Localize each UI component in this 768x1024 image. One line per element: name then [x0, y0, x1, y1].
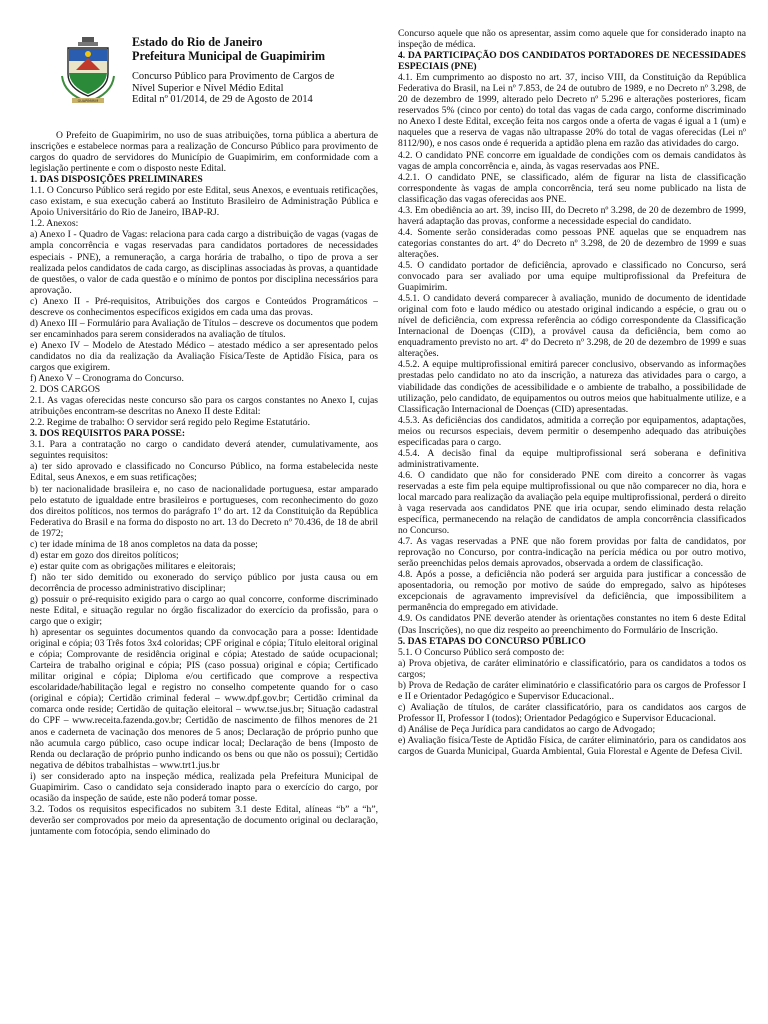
section-1-heading: 1. DAS DISPOSIÇÕES PRELIMINARES — [30, 174, 203, 186]
paragraph-3-1-e: e) estar quite com as obrigações militares e eleitorais; — [30, 560, 236, 572]
paragraph-1-2-e: e) Anexo IV – Modelo de Atestado Médico – atestado médico a ser apresentado pelos candidatos no dia da realização da Avaliação Física/Teste de Aptidão Física, para os cargos que exigirem. — [30, 339, 378, 373]
left-body — [30, 130, 378, 837]
paragraph-1-2-c: c) Anexo II - Pré-requisitos, Atribuições dos cargos e Conteúdos Programáticos – descreve os conhecimentos específicos exigidos em cada uma das provas. — [30, 295, 378, 318]
paragraph-5-1: 5.1. O Concurso Público será composto de: — [398, 646, 565, 658]
paragraph-5-1-d: d) Análise de Peça Jurídica para candidatos ao cargo de Advogado; — [398, 723, 656, 735]
paragraph-1-2-d: d) Anexo III – Formulário para Avaliação de Títulos – descreve os documentos que podem ser encaminhados para serem considerados na avaliação de títulos. — [30, 317, 378, 340]
section-2-heading: 2. DOS CARGOS — [30, 384, 101, 396]
municipal-crest-icon — [60, 36, 116, 106]
left-column — [30, 32, 378, 837]
paragraph-4-8: 4.8. Após a posse, a deficiência não poderá ser arguida para justificar a concessão de aposentadoria, ou remoção por motivo de saúde do empregado, salvo as hipóteses excepcionais de agravamento imprevisível da deficiência, que impossibilitem a permanência do empregado em atividade. — [398, 569, 746, 614]
right-column — [398, 28, 746, 757]
crest-scroll-text: GUAPIMIRIM — [77, 99, 99, 103]
paragraph-1-2-a: a) Anexo I - Quadro de Vagas: relaciona para cada cargo a distribuição de vagas (vagas de ampla concorrência e vagas reservadas para candidatos portadores de necessidades especiais - PNE), a remuneração, a carga horária de trabalho, o tipo de prova a ser realizada pelos candidatos de cada cargo, as disciplinas associadas às provas, a quantidade de questões, o valor de cada questão e o mínimo de pontos por disciplina necessários para aprovação. — [30, 229, 378, 296]
paragraph-3-1-h: h) apresentar os seguintes documentos quando da convocação para a posse: Identidade original e cópia; 03 Três fotos 3x4 coloridas; CPF original e cópia; Título eleitoral original e cópia; Comprovante de residência original e cópia; Atestado de saúde ocupacional; Carteira de trabalho original e cópia; PIS (caso possua) original e cópia; Certificado militar original e cópia; Diploma e/ou certificado que comprove a respectiva escolaridade/habilitação legal e registro no conselho competente quando for o caso (original e cópia); Certidão criminal federal – www.dpf.gov.br; Certidão criminal da comarca onde reside; Certidão de quitação eleitoral – www.tse.jus.br; Situação cadastral do CPF – www.receita.fazenda.gov.br; Certidão de nascimento de filhos menores de 21 anos e caderneta de vacinação dos menores de 5 anos; Declaração de próprio punho que não acumula cargo público, caso ocupe indicar local; Declaração de bens (Imposto de Renda ou declaração de próprio punho indicando os bens ou que não os possui); Certidão negativa de débitos trabalhistas – www.trt1.jus.br — [30, 627, 378, 771]
contest-line-2: Nível Superior e Nível Médio Edital — [132, 82, 284, 94]
paragraph-5-1-c: c) Avaliação de títulos, de caráter classificatório, para os candidatos aos cargos de Professor II, Professor I (todos); Orientador Pedagógico e Supervisor Educacional. — [398, 701, 746, 724]
document-header — [30, 32, 378, 124]
paragraph-4-2: 4.2. O candidato PNE concorre em igualdade de condições com os demais candidatos às vagas de ampla concorrência e, ainda, às vagas reservadas aos PNE. — [398, 149, 746, 172]
paragraph-4-3: 4.3. Em obediência ao art. 39, inciso III, do Decreto nº 3.298, de 20 de dezembro de 1999, haverá adaptação das provas, conforme a necessidade especial do candidato. — [398, 204, 746, 227]
paragraph-4-2-1: 4.2.1. O candidato PNE, se classificado, além de figurar na lista de classificação correspondente às vagas de ampla concorrência, terá seu nome publicado na lista de classificação das vagas oferecidas aos PNE. — [398, 171, 746, 205]
paragraph-1-1: 1.1. O Concurso Público será regido por este Edital, seus Anexos, e eventuais retificações, caso existam, e sua execução caberá ao Instituto Brasileiro de Administração Pública e Apoio Universitário do Rio de Janeiro, IBAP-RJ. — [30, 185, 378, 219]
contest-line-1: Concurso Público para Provimento de Cargos de — [132, 71, 335, 82]
paragraph-3-1-a: a) ter sido aprovado e classificado no Concurso Público, na forma estabelecida neste Edital, seus Anexos, e em suas retificações; — [30, 461, 378, 484]
edital-line: Edital nº 01/2014, de 29 de Agosto de 2014 — [132, 94, 313, 106]
paragraph-1-2-f: f) Anexo V – Cronograma do Concurso. — [30, 373, 184, 385]
paragraph-4-9: 4.9. Os candidatos PNE deverão atender às orientações constantes no item 6 deste Edital (Das Inscrições), no que diz respeito ao preenchimento do Formulário de Inscrição. — [398, 613, 746, 636]
section-4-heading: 4. DA PARTICIPAÇÃO DOS CANDIDATOS PORTADORES DE NECESSIDADES ESPECIAIS (PNE) — [398, 50, 746, 73]
paragraph-2-2: 2.2. Regime de trabalho: O servidor será regido pelo Regime Estatutário. — [30, 417, 311, 429]
paragraph-4-6: 4.6. O candidato que não for considerado PNE com direito a concorrer às vagas reservadas a este fim pela equipe multiprofissional ou que não comparecer no dia, hora e local marcado para realização da avaliação pela equipe multiprofissional, perderá o direito à vaga reservada aos candidatos PNE que iria ocupar, sendo eliminado desta relação específica, permanecendo na relação de candidatos de ampla concorrência classificados no Concurso. — [398, 469, 746, 537]
paragraph-3-1-i: i) ser considerado apto na inspeção médica, realizada pela Prefeitura Municipal de Guapimirim. Caso o candidato seja considerado inapto para o exercício do cargo, por ocasião da inspeção de saúde, este não poderá tomar posse. — [30, 770, 378, 804]
section-5-heading: 5. DAS ETAPAS DO CONCURSO PÚBLICO — [398, 635, 586, 647]
paragraph-4-1: 4.1. Em cumprimento ao disposto no art. 37, inciso VIII, da Constituição da República Federativa do Brasil, na Lei nº 7.853, de 24 de outubro de 1989, e no Decreto nº 3.298, de 20 de dezembro de 1999, alterado pelo Decreto nº 5.296 e alterações posteriores, ficam reservados 5% (cinco por cento) do total das vagas de cada cargo, conforme discriminado no Anexo I deste Edital, exceção feita nos cargos onde a oferta de vagas é igual a 1 (um) e naqueles que a reserva de vagas não ultrapasse 20% do total de vagas oferecidas (Lei nº 8112/90), e nos casos onde é requerida a aptidão plena em razão das atividades do cargo. — [398, 72, 746, 150]
paragraph-4-5-1: 4.5.1. O candidato deverá comparecer à avaliação, munido de documento de identidade original com foto e laudo médico ou atestado original indicando a espécie, o grau ou o nível de deficiência, com expressa referência ao código correspondente da Classificação Internacional de Doenças (CID), a provável causa da deficiência, bem como ao enquadramento previsto no art. 4º do Decreto nº 3.298, de 20 de dezembro de 1999 e suas alterações. — [398, 293, 746, 360]
paragraph-1-2: 1.2. Anexos: — [30, 218, 79, 230]
municipality-title: Prefeitura Municipal de Guapimirim — [132, 48, 326, 63]
paragraph-4-5-2: 4.5.2. A equipe multiprofissional emitirá parecer conclusivo, observando as informações prestadas pelo candidato no ato da inscrição, a natureza das atividades para o cargo, a viabilidade das condições de acessibilidade e o ambiente de trabalho, a possibilidade de utilização, pelo candidato, de equipamentos ou outros meios que habitualmente utilize, e a Classificação Internacional de Doenças (CID) apresentadas. — [398, 359, 746, 415]
paragraph-3-1-c: c) ter idade mínima de 18 anos completos na data da posse; — [30, 538, 258, 550]
header-text — [132, 36, 378, 106]
paragraph-5-1-b: b) Prova de Redação de caráter eliminatório e classificatório para os cargos de Professor I e II e Orientador Pedagógico e Supervisor Educacional.. — [398, 679, 746, 702]
paragraph-3-1: 3.1. Para a contratação no cargo o candidato deverá atender, cumulativamente, aos seguintes requisitos: — [30, 439, 378, 462]
paragraph-5-1-a: a) Prova objetiva, de caráter eliminatório e classificatório, para os candidatos a todos os cargos; — [398, 657, 746, 680]
paragraph-2-1: 2.1. As vagas oferecidas neste concurso são para os cargos constantes no Anexo I, cujas atribuições encontram-se descritas no Anexo II deste Edital: — [30, 395, 378, 418]
paragraph-4-7: 4.7. As vagas reservadas a PNE que não forem providas por falta de candidatos, por reprovação no Concurso, por contra-indicação na perícia médica ou por outro motivo, serão preenchidas pelos demais aprovados, observada a ordem de classificação. — [398, 536, 746, 570]
paragraph-4-5: 4.5. O candidato portador de deficiência, aprovado e classificado no Concurso, será convocado para ser avaliado por uma equipe multiprofissional da Prefeitura de Guapimirim. — [398, 259, 746, 294]
paragraph-3-1-g: g) possuir o pré-requisito exigido para o cargo ao qual concorre, conforme discriminado neste Edital, e situação regular no órgão fiscalizador do exercício da profissão, para o cargo que o exigir; — [30, 593, 378, 628]
paragraph-4-5-3: 4.5.3. As deficiências dos candidatos, admitida a correção por equipamentos, adaptações, meios ou recursos especiais, devem permitir o desempenho adequado das atribuições especificadas para o cargo. — [398, 414, 746, 448]
intro-paragraph: O Prefeito de Guapimirim, no uso de suas atribuições, torna pública a abertura de inscrições e estabelece normas para a realização de Concurso Público para provimento de cargos do quadro de servidores do Município de Guapimirim, em conformidade com a legislação pertinente e com o disposto neste Edital. — [30, 130, 378, 175]
state-title: Estado do Rio de Janeiro — [132, 35, 263, 49]
paragraph-3-1-b: b) ter nacionalidade brasileira e, no caso de nacionalidade portuguesa, estar amparado pelo estatuto de igualdade entre brasileiros e portugueses, com reconhecimento do gozo dos direitos políticos, nos termos do parágrafo 1º do art. 12 da Constituição da República Federativa do Brasil e na forma do disposto no art. 13 do Decreto nº 70.436, de 18 de abril de 1972; — [30, 483, 378, 539]
paragraph-4-5-4: 4.5.4. A decisão final da equipe multiprofissional será soberana e definitiva administrativamente. — [398, 447, 746, 470]
paragraph-3-1-d: d) estar em gozo dos direitos políticos; — [30, 549, 179, 561]
section-3-heading: 3. DOS REQUISITOS PARA POSSE: — [30, 428, 186, 440]
paragraph-3-1-f: f) não ter sido demitido ou exonerado do serviço público por justa causa ou em decorrência de processo administrativo disciplinar; — [30, 571, 378, 594]
paragraph-3-2: 3.2. Todos os requisitos especificados no subitem 3.1 deste Edital, alíneas “b” a “h”, deverão ser comprovados por meio da apresentação de documento original ou declaração, juntamente com fotocópia, sendo eliminado do — [30, 803, 378, 837]
continuation-paragraph: Concurso aquele que não os apresentar, assim como aquele que for considerado inapto na inspeção de médica. — [398, 28, 746, 51]
paragraph-5-1-e: e) Avaliação física/Teste de Aptidão Física, de caráter eliminatório, para os candidatos aos cargos de Guarda Municipal, Guarda Ambiental, Guia Florestal e Agente de Defesa Civil. — [398, 735, 746, 758]
paragraph-4-4: 4.4. Somente serão consideradas como pessoas PNE aquelas que se enquadrem nas categorias constantes do art. 4º do Decreto nº 3.298, de 20 de dezembro de 1999 e suas alterações. — [398, 226, 746, 260]
